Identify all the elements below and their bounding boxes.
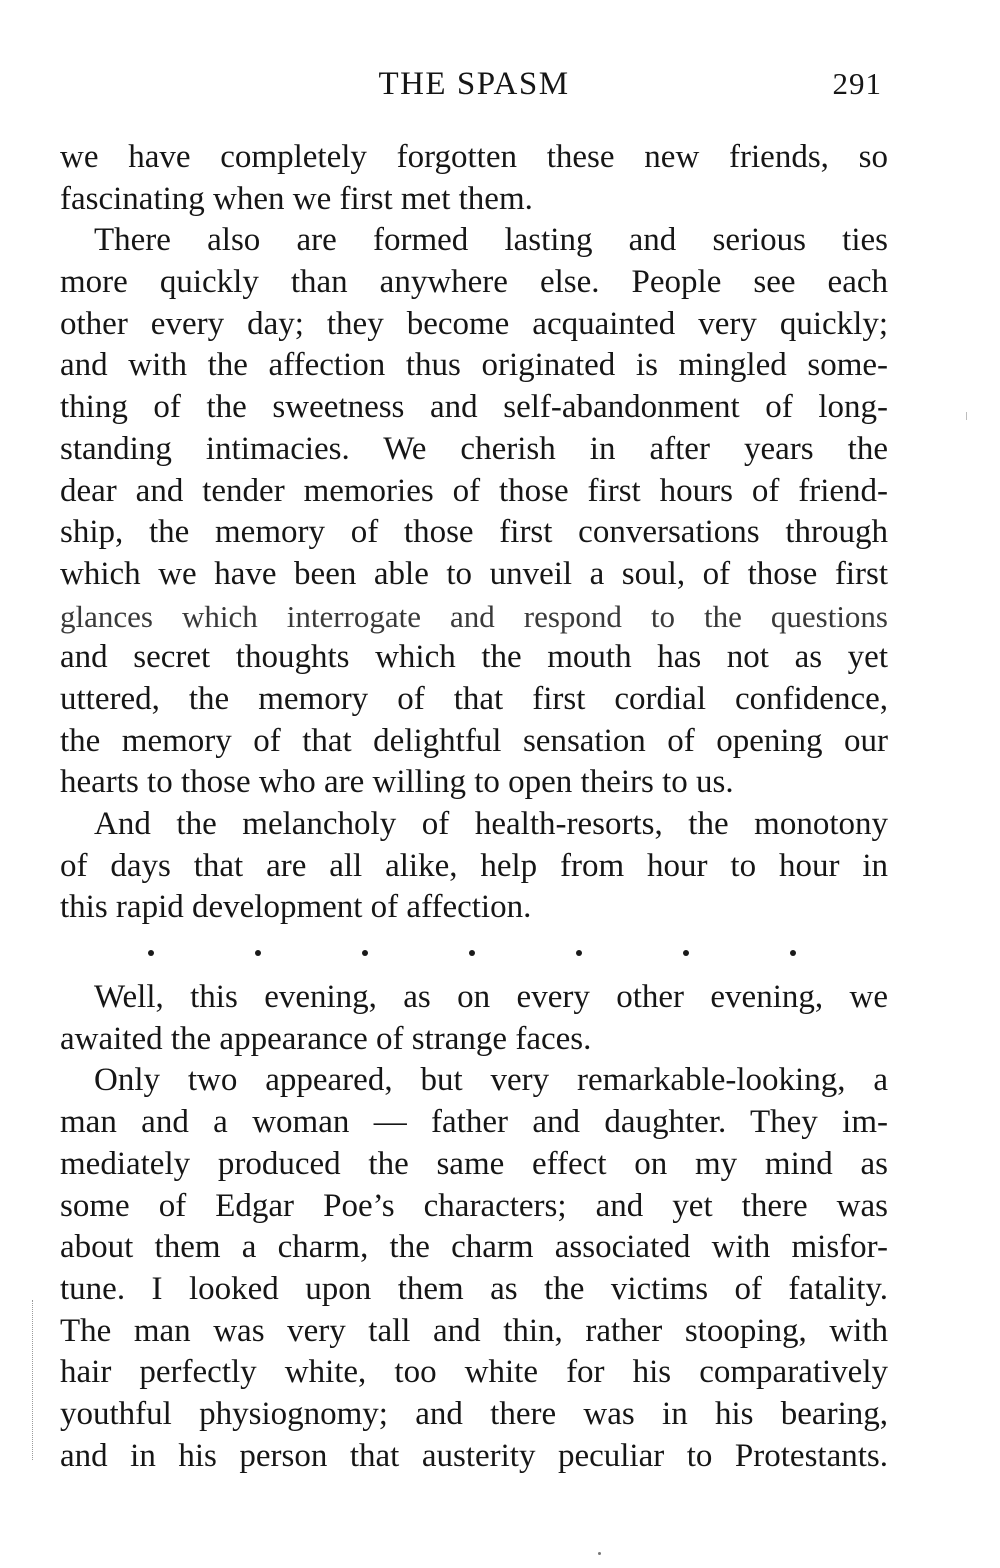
section-break-dot — [469, 950, 475, 956]
section-break-dot — [148, 950, 154, 956]
text-line: the memory of that delightful sensation of opening our — [60, 722, 888, 759]
text-line: youthful physiognomy; and there was in his bearing, — [60, 1395, 888, 1432]
text-line: hearts to those who are willing to open theirs to us. — [60, 764, 734, 801]
section-break-dot — [576, 950, 582, 956]
text-line: and with the affection thus originated is mingled some- — [60, 347, 888, 384]
text-line: and secret thoughts which the mouth has not as yet — [60, 639, 888, 676]
section-break-dot — [255, 950, 261, 956]
text-line: awaited the appearance of strange faces. — [60, 1020, 592, 1057]
text-line: And the melancholy of health-resorts, the monotony — [94, 806, 888, 842]
scan-speck — [598, 1552, 601, 1555]
text-line: There also are formed lasting and serious ties — [94, 222, 888, 259]
text-line: Only two appeared, but very remarkable-looking, a — [94, 1062, 888, 1099]
page-number: 291 — [832, 66, 882, 101]
section-break-dot — [362, 950, 368, 956]
margin-scan-mark — [32, 1300, 33, 1460]
text-line: uttered, the memory of that first cordial confidence, — [60, 680, 888, 717]
section-break-dot — [683, 950, 689, 956]
text-line: ship, the memory of those first conversations through — [60, 514, 888, 551]
running-head — [60, 62, 888, 106]
text-line: we have completely forgotten these new friends, so — [60, 139, 888, 175]
text-line: fascinating when we first met them. — [60, 180, 533, 217]
text-line: other every day; they become acquainted very quickly; — [60, 305, 888, 342]
text-line: The man was very tall and thin, rather stooping, with — [60, 1312, 888, 1349]
text-line: this rapid development of affection. — [60, 889, 532, 926]
text-line: and in his person that austerity peculiar to Protestants. — [60, 1437, 888, 1474]
text-line: standing intimacies. We cherish in after years the — [60, 430, 888, 467]
text-line: thing of the sweetness and self-abandonment of long- — [60, 389, 888, 426]
text-line: more quickly than anywhere else. People see each — [60, 264, 888, 301]
section-break — [60, 929, 888, 977]
text-line: hair perfectly white, too white for his comparatively — [60, 1354, 888, 1391]
text-line: dear and tender memories of those first hours of friend- — [60, 472, 888, 509]
text-line: some of Edgar Poe’s characters; and yet there was — [60, 1187, 888, 1224]
scan-speck — [966, 412, 967, 420]
text-line: about them a charm, the charm associated with misfor- — [60, 1229, 888, 1266]
text-line: glances which interrogate and respond to the questions — [60, 598, 888, 634]
text-line: which we have been able to unveil a soul, of those first — [60, 555, 888, 592]
text-line: of days that are all alike, help from hour to hour in — [60, 847, 888, 884]
text-line: man and a woman — father and daughter. They im- — [60, 1104, 888, 1141]
body-text — [60, 137, 888, 1477]
text-line: Well, this evening, as on every other evening, we — [94, 979, 888, 1016]
text-line: tune. I looked upon them as the victims of fatality. — [60, 1270, 888, 1307]
text-line: mediately produced the same effect on my mind as — [60, 1145, 888, 1182]
section-break-dot — [790, 950, 796, 956]
running-title: THE SPASM — [378, 66, 570, 102]
